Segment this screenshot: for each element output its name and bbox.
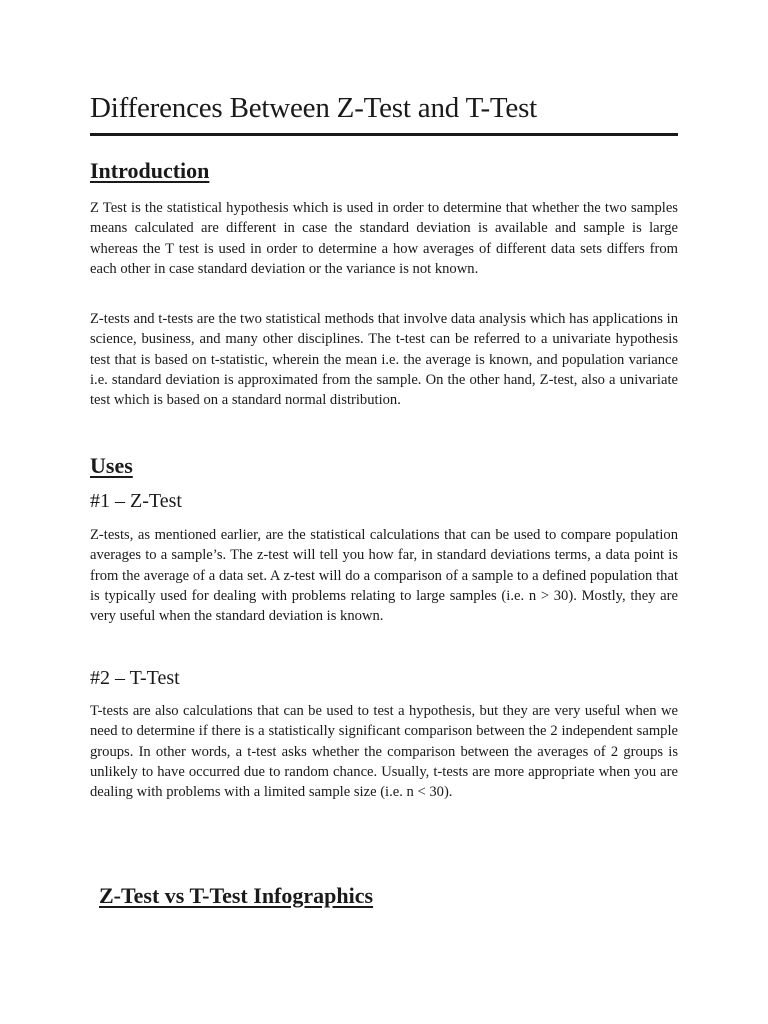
- introduction-paragraph-1: Z Test is the statistical hypothesis which is used in order to determine that whether the two samples means calculated are different in case the standard deviation is available and sample is large whereas the T test is used in order to determine a how averages of different data sets differs from each other in case standard deviation or the variance is not known.: [90, 200, 678, 277]
- title-underline-rule: [90, 133, 678, 136]
- t-test-paragraph: T-tests are also calculations that can be used to test a hypothesis, but they are very useful when we need to determine if there is a statistically significant comparison between the 2 independent sample groups. In other words, a t-test asks whether the comparison between the averages of 2 groups is unlikely to have occurred due to random chance. Usually, t-tests are more appropriate when you are dealing with problems with a limited sample size (i.e. n < 30).: [90, 703, 678, 801]
- uses-heading: Uses: [90, 453, 133, 478]
- t-test-subheading: #2 – T-Test: [90, 667, 180, 689]
- z-test-paragraph: Z-tests, as mentioned earlier, are the statistical calculations that can be used to compare population averages to a sample’s. The z-test will tell you how far, in standard deviations terms, a data point is from the average of a data set. A z-test will do a comparison of a sample to a defined population that is typically used for dealing with problems relating to large samples (i.e. n > 30). Mostly, they are very useful when the standard deviation is known.: [90, 527, 678, 625]
- document-title: Differences Between Z-Test and T-Test: [90, 92, 538, 124]
- introduction-heading: Introduction: [90, 158, 210, 183]
- infographics-heading: Z-Test vs T-Test Infographics: [99, 883, 374, 908]
- z-test-subheading: #1 – Z-Test: [90, 490, 182, 512]
- introduction-paragraph-2: Z-tests and t-tests are the two statistical methods that involve data analysis which has applications in science, business, and many other disciplines. The t-test can be referred to a univariate hypothesis test that is based on t-statistic, wherein the mean i.e. the average is known, and population variance i.e. standard deviation is approximated from the sample. On the other hand, Z-test, also a univariate test which is based on a standard normal distribution.: [90, 311, 678, 409]
